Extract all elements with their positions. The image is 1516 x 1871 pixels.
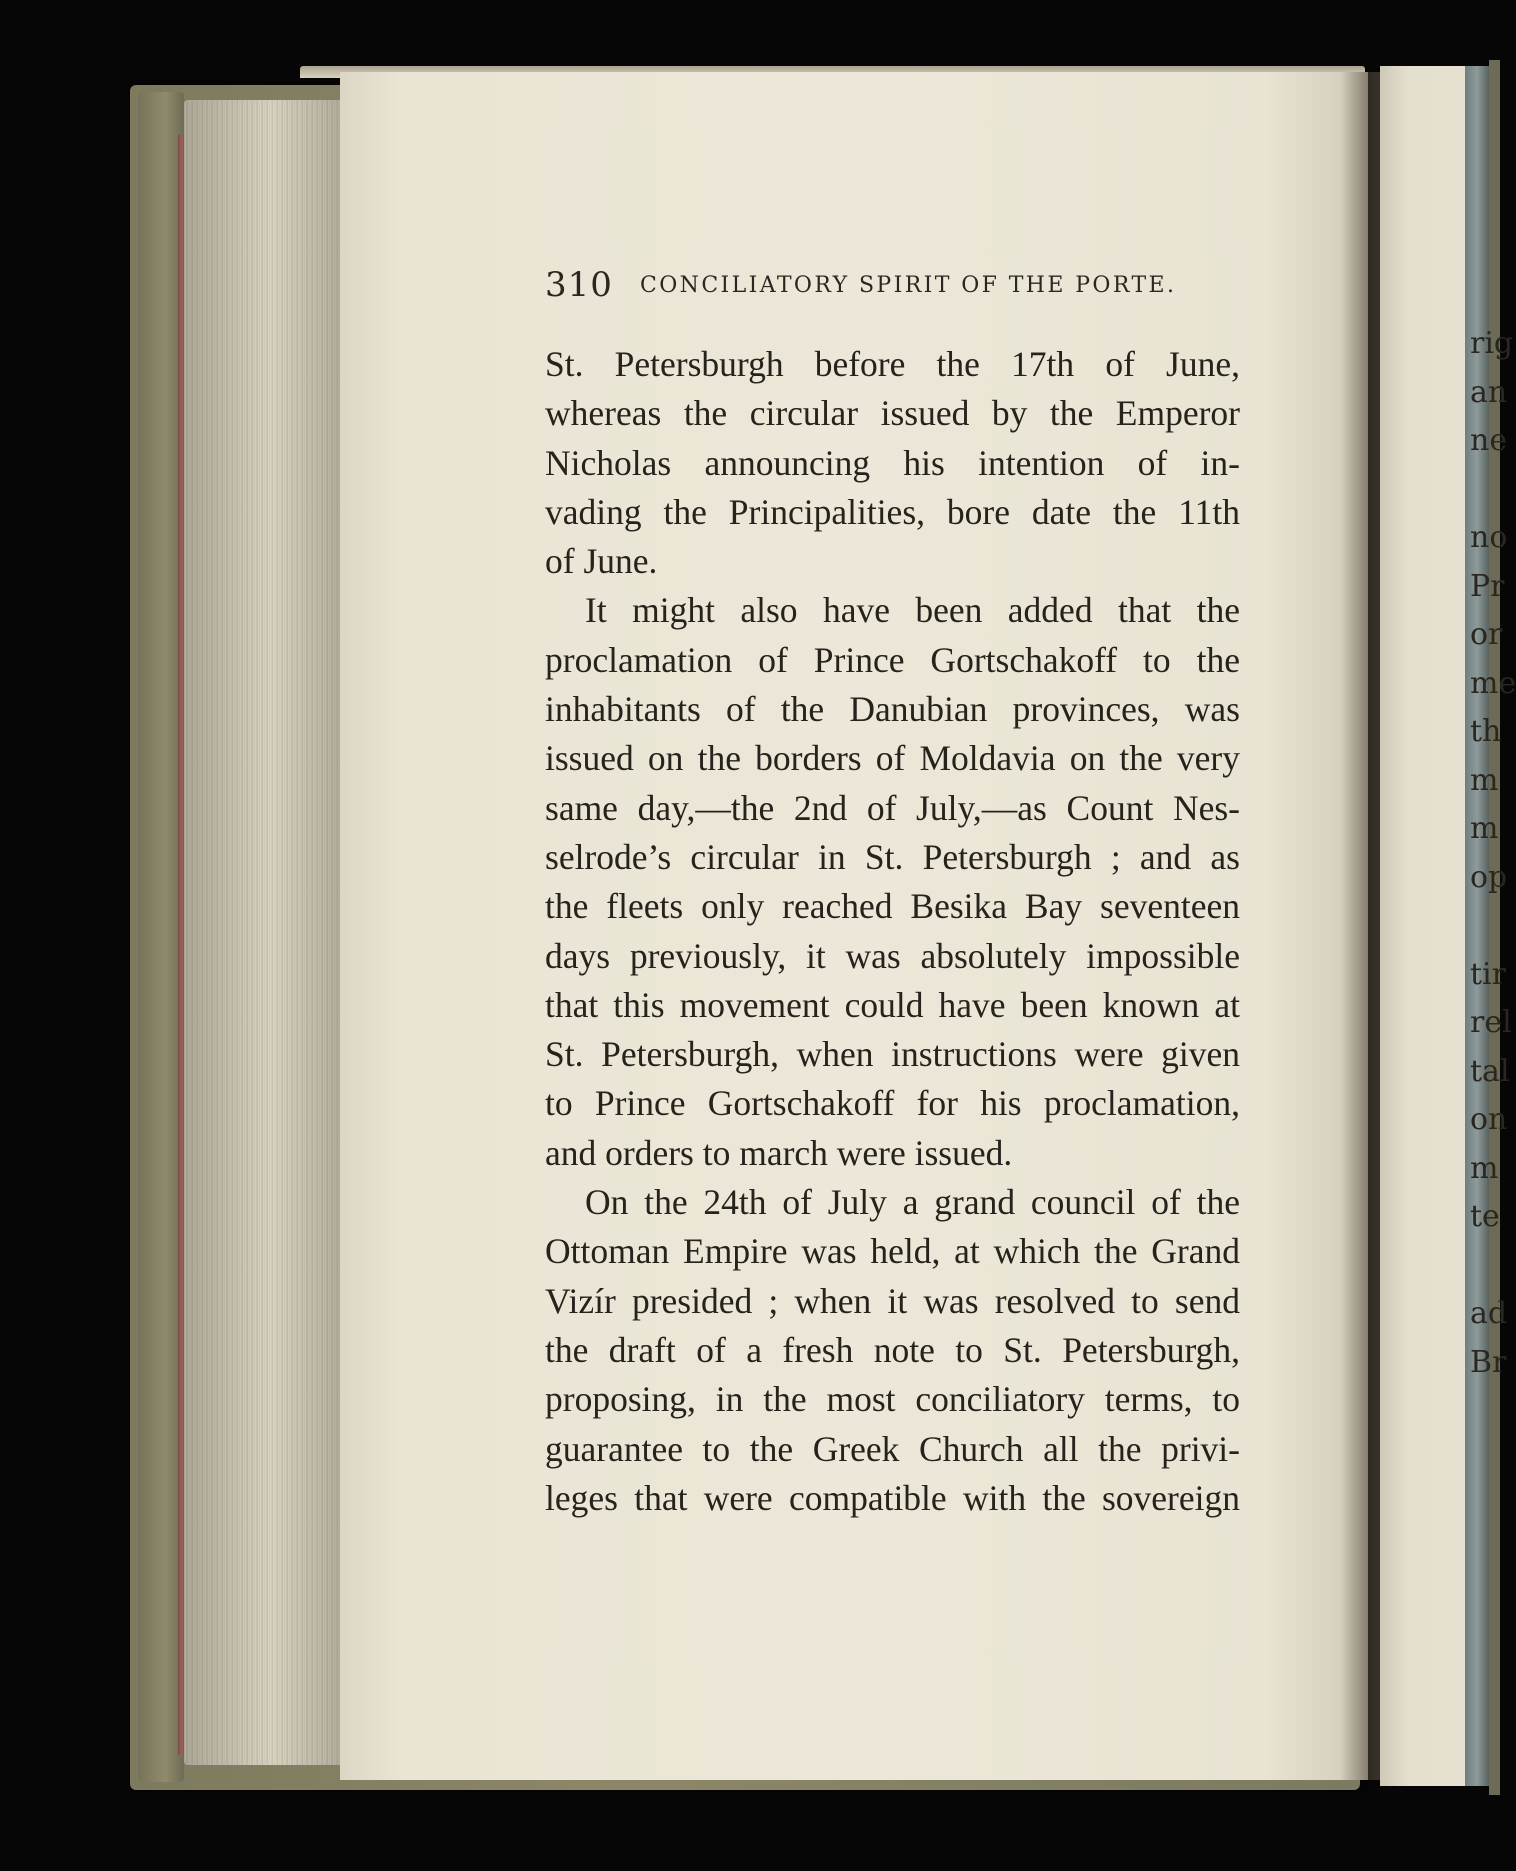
- text-line: issued on the borders of Moldavia on the very: [545, 738, 1240, 779]
- facing-text-fragment: no: [1470, 520, 1508, 555]
- text-line: proposing, in the most conciliatory terms, to: [545, 1379, 1240, 1420]
- facing-text-fragment: th: [1470, 714, 1502, 749]
- text-line: to Prince Gortschakoff for his proclamation,: [545, 1083, 1240, 1124]
- text-line: of June.: [545, 541, 658, 582]
- facing-page-text: [1470, 320, 1516, 1387]
- text-line: same day,—the 2nd of July,—as Count Nes-: [545, 787, 1240, 828]
- text-line: and orders to march were issued.: [545, 1132, 1013, 1173]
- book-gutter: [1340, 72, 1385, 1780]
- facing-text-fragment: [1470, 466, 1500, 515]
- facing-text-fragment: ad: [1470, 1296, 1508, 1331]
- text-line: vading the Principalities, bore date the 11th: [545, 491, 1240, 532]
- facing-text-fragment: or: [1470, 617, 1503, 652]
- facing-text-fragment: tal: [1470, 1053, 1510, 1089]
- facing-text-fragment: tir: [1470, 956, 1506, 992]
- facing-text-fragment: op: [1470, 859, 1508, 895]
- text-line: On the 24th of July a grand council of the: [585, 1182, 1240, 1223]
- facing-text-fragment: [1470, 902, 1500, 951]
- page-number: 310: [545, 265, 613, 305]
- facing-text-fragment: m: [1470, 811, 1499, 846]
- facing-text-fragment: rig: [1470, 326, 1514, 361]
- facing-text-fragment: ne: [1470, 423, 1508, 458]
- text-line: the fleets only reached Besika Bay seventeen: [545, 886, 1240, 927]
- facing-text-fragment: an: [1470, 374, 1508, 410]
- right-page: [1380, 66, 1475, 1786]
- facing-text-fragment: rel: [1470, 1005, 1512, 1040]
- text-line: days previously, it was absolutely impossible: [545, 935, 1240, 976]
- facing-text-fragment: Br: [1470, 1344, 1507, 1380]
- text-line: St. Petersburgh, when instructions were given: [545, 1034, 1240, 1075]
- text-line: Ottoman Empire was held, at which the Grand: [545, 1231, 1240, 1272]
- running-head: CONCILIATORY SPIRIT OF THE PORTE.: [640, 272, 1177, 298]
- page-header: [545, 265, 1245, 305]
- text-line: Nicholas announcing his intention of in-: [545, 442, 1240, 483]
- text-line: whereas the circular issued by the Emperor: [545, 393, 1240, 434]
- text-line: inhabitants of the Danubian provinces, was: [545, 689, 1240, 730]
- text-line: proclamation of Prince Gortschakoff to the: [545, 639, 1240, 680]
- facing-text-fragment: te: [1470, 1199, 1500, 1234]
- facing-text-fragment: m: [1470, 1150, 1499, 1186]
- facing-text-fragment: on: [1470, 1102, 1508, 1137]
- text-line: that this movement could have been known at: [545, 984, 1240, 1025]
- facing-text-fragment: Pr: [1470, 568, 1505, 604]
- text-line: guarantee to the Greek Church all the privi-: [545, 1428, 1240, 1469]
- facing-text-fragment: [1470, 1242, 1500, 1291]
- text-line: selrode’s circular in St. Petersburgh ; and as: [545, 836, 1240, 877]
- text-line: Vizír presided ; when it was resolved to send: [545, 1280, 1240, 1321]
- text-line: leges that were compatible with the sovereign: [545, 1477, 1240, 1518]
- text-line: the draft of a fresh note to St. Petersburgh,: [545, 1329, 1240, 1370]
- facing-text-fragment: m: [1470, 762, 1499, 798]
- facing-text-fragment: me: [1470, 665, 1516, 701]
- text-line: It might also have been added that the: [585, 590, 1240, 631]
- text-line: St. Petersburgh before the 17th of June,: [545, 344, 1240, 384]
- page-body-text: [545, 340, 1240, 1523]
